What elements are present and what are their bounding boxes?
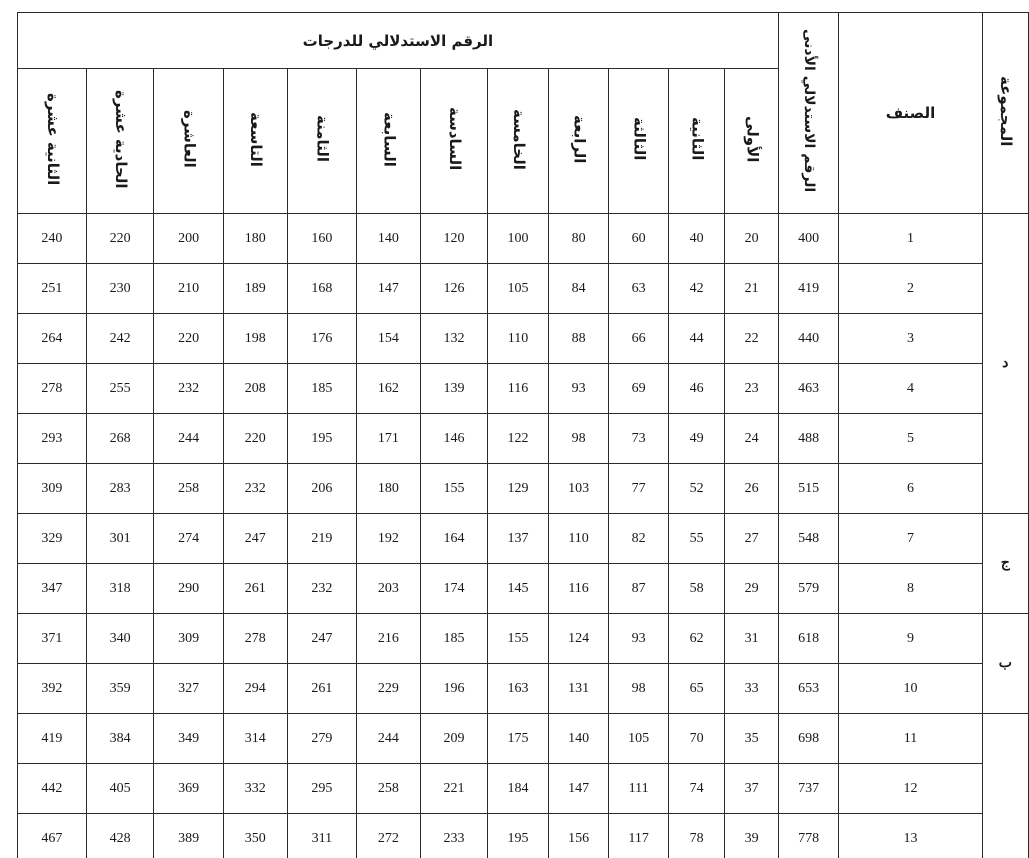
grade-header-6: السادسة [420, 69, 488, 214]
grade-cell: 168 [287, 264, 357, 314]
grade-cell: 52 [668, 464, 724, 514]
grade-cell: 44 [668, 314, 724, 364]
grade-cell: 392 [18, 664, 87, 714]
class-cell: 13 [839, 814, 982, 858]
grade-cell: 220 [86, 214, 154, 264]
grade-cell: 88 [548, 314, 609, 364]
grade-cell: 314 [223, 714, 287, 764]
group-cell: ج [982, 514, 1028, 614]
grade-cell: 105 [488, 264, 549, 314]
grade-cell: 23 [725, 364, 778, 414]
grade-cell: 147 [548, 764, 609, 814]
table-row [18, 264, 1029, 314]
grade-cell: 467 [18, 814, 87, 858]
group-cell [982, 714, 1028, 858]
grade-cell: 221 [420, 764, 488, 814]
grade-cell: 111 [609, 764, 669, 814]
grade-cell: 209 [420, 714, 488, 764]
grade-cell: 318 [86, 564, 154, 614]
grade-cell: 26 [725, 464, 778, 514]
grade-cell: 329 [18, 514, 87, 564]
grade-cell: 198 [223, 314, 287, 364]
grade-cell: 66 [609, 314, 669, 364]
grade-cell: 184 [488, 764, 549, 814]
class-cell: 2 [839, 264, 982, 314]
grade-cell: 139 [420, 364, 488, 414]
grade-cell: 261 [223, 564, 287, 614]
class-cell: 8 [839, 564, 982, 614]
grade-cell: 278 [18, 364, 87, 414]
grade-header-11: الحادية عشرة [86, 69, 154, 214]
grades-index-header: الرقم الاستدلالي للدرجات [18, 13, 779, 69]
class-cell: 10 [839, 664, 982, 714]
grade-cell: 140 [357, 214, 421, 264]
grade-cell: 189 [223, 264, 287, 314]
grade-cell: 232 [223, 464, 287, 514]
grade-cell: 74 [668, 764, 724, 814]
min-index-cell: 440 [778, 314, 839, 364]
grade-cell: 80 [548, 214, 609, 264]
salary-index-table-container [17, 12, 1029, 858]
grade-cell: 58 [668, 564, 724, 614]
grade-cell: 293 [18, 414, 87, 464]
grade-cell: 62 [668, 614, 724, 664]
grade-cell: 37 [725, 764, 778, 814]
grade-cell: 309 [18, 464, 87, 514]
salary-index-table [17, 12, 1029, 858]
min-index-cell: 778 [778, 814, 839, 858]
grade-cell: 196 [420, 664, 488, 714]
min-index-cell: 579 [778, 564, 839, 614]
grade-cell: 105 [609, 714, 669, 764]
grade-cell: 63 [609, 264, 669, 314]
group-cell: ب [982, 614, 1028, 714]
grade-cell: 369 [154, 764, 224, 814]
grade-cell: 295 [287, 764, 357, 814]
grade-cell: 20 [725, 214, 778, 264]
min-index-cell: 515 [778, 464, 839, 514]
grade-cell: 442 [18, 764, 87, 814]
grade-cell: 171 [357, 414, 421, 464]
min-index-cell: 463 [778, 364, 839, 414]
grade-cell: 244 [154, 414, 224, 464]
grade-cell: 129 [488, 464, 549, 514]
grade-cell: 274 [154, 514, 224, 564]
grade-cell: 160 [287, 214, 357, 264]
grade-cell: 55 [668, 514, 724, 564]
class-cell: 12 [839, 764, 982, 814]
grade-cell: 229 [357, 664, 421, 714]
min-index-cell: 488 [778, 414, 839, 464]
grade-cell: 278 [223, 614, 287, 664]
grade-cell: 146 [420, 414, 488, 464]
min-index-cell: 737 [778, 764, 839, 814]
grade-cell: 384 [86, 714, 154, 764]
grade-cell: 185 [420, 614, 488, 664]
grade-cell: 93 [548, 364, 609, 414]
grade-cell: 40 [668, 214, 724, 264]
grade-cell: 389 [154, 814, 224, 858]
grade-cell: 120 [420, 214, 488, 264]
table-row [18, 214, 1029, 264]
grade-cell: 70 [668, 714, 724, 764]
grade-cell: 180 [357, 464, 421, 514]
grade-cell: 347 [18, 564, 87, 614]
grade-cell: 126 [420, 264, 488, 314]
grade-cell: 195 [488, 814, 549, 858]
grade-cell: 24 [725, 414, 778, 464]
grade-cell: 340 [86, 614, 154, 664]
grade-cell: 359 [86, 664, 154, 714]
grade-cell: 233 [420, 814, 488, 858]
grade-cell: 175 [488, 714, 549, 764]
grade-cell: 155 [420, 464, 488, 514]
grade-cell: 93 [609, 614, 669, 664]
grade-header-9: التاسعة [223, 69, 287, 214]
grade-cell: 164 [420, 514, 488, 564]
grade-cell: 98 [609, 664, 669, 714]
grade-cell: 242 [86, 314, 154, 364]
grade-header-10: العاشرة [154, 69, 224, 214]
grade-cell: 174 [420, 564, 488, 614]
grade-header-1: الأولى [725, 69, 778, 214]
grade-cell: 216 [357, 614, 421, 664]
grade-cell: 208 [223, 364, 287, 414]
grade-cell: 124 [548, 614, 609, 664]
table-row [18, 664, 1029, 714]
grade-cell: 290 [154, 564, 224, 614]
class-cell: 5 [839, 414, 982, 464]
grade-cell: 46 [668, 364, 724, 414]
grade-cell: 31 [725, 614, 778, 664]
min-index-cell: 698 [778, 714, 839, 764]
table-row [18, 814, 1029, 858]
grade-cell: 405 [86, 764, 154, 814]
grade-cell: 258 [154, 464, 224, 514]
grade-cell: 258 [357, 764, 421, 814]
grade-cell: 100 [488, 214, 549, 264]
min-index-cell: 618 [778, 614, 839, 664]
grade-cell: 98 [548, 414, 609, 464]
grade-cell: 210 [154, 264, 224, 314]
min-index-cell: 400 [778, 214, 839, 264]
grade-cell: 60 [609, 214, 669, 264]
grade-cell: 272 [357, 814, 421, 858]
grade-cell: 155 [488, 614, 549, 664]
grade-cell: 180 [223, 214, 287, 264]
grade-cell: 268 [86, 414, 154, 464]
grade-header-5: الخامسة [488, 69, 549, 214]
grade-cell: 77 [609, 464, 669, 514]
grade-cell: 255 [86, 364, 154, 414]
grade-cell: 110 [488, 314, 549, 364]
table-row [18, 364, 1029, 414]
grade-cell: 251 [18, 264, 87, 314]
grade-cell: 247 [223, 514, 287, 564]
grade-cell: 103 [548, 464, 609, 514]
grade-cell: 78 [668, 814, 724, 858]
grade-cell: 132 [420, 314, 488, 364]
grade-cell: 116 [548, 564, 609, 614]
grade-cell: 156 [548, 814, 609, 858]
grade-cell: 162 [357, 364, 421, 414]
table-row [18, 714, 1029, 764]
grade-cell: 332 [223, 764, 287, 814]
grade-cell: 371 [18, 614, 87, 664]
grade-cell: 350 [223, 814, 287, 858]
min-index-cell: 653 [778, 664, 839, 714]
grade-cell: 49 [668, 414, 724, 464]
grade-cell: 219 [287, 514, 357, 564]
grade-cell: 349 [154, 714, 224, 764]
class-header: الصنف [839, 13, 982, 214]
grade-header-7: السابعة [357, 69, 421, 214]
grade-cell: 154 [357, 314, 421, 364]
grade-cell: 261 [287, 664, 357, 714]
grade-cell: 244 [357, 714, 421, 764]
grade-header-4: الرابعة [548, 69, 609, 214]
grade-cell: 200 [154, 214, 224, 264]
min-index-header: الرقم الاستدلالي الأدنى [778, 13, 839, 214]
table-row [18, 314, 1029, 364]
grade-cell: 294 [223, 664, 287, 714]
grade-cell: 327 [154, 664, 224, 714]
grade-cell: 122 [488, 414, 549, 464]
grade-cell: 220 [154, 314, 224, 364]
grade-cell: 39 [725, 814, 778, 858]
grade-cell: 232 [287, 564, 357, 614]
grade-cell: 192 [357, 514, 421, 564]
class-cell: 9 [839, 614, 982, 664]
grade-cell: 42 [668, 264, 724, 314]
grade-cell: 69 [609, 364, 669, 414]
grade-cell: 232 [154, 364, 224, 414]
grade-cell: 87 [609, 564, 669, 614]
table-row [18, 414, 1029, 464]
grade-cell: 33 [725, 664, 778, 714]
grade-cell: 176 [287, 314, 357, 364]
grade-cell: 145 [488, 564, 549, 614]
min-index-cell: 548 [778, 514, 839, 564]
grade-cell: 116 [488, 364, 549, 414]
class-cell: 1 [839, 214, 982, 264]
grade-header-3: الثالثة [609, 69, 669, 214]
grade-cell: 309 [154, 614, 224, 664]
group-header: المجموعة [982, 13, 1028, 214]
class-cell: 3 [839, 314, 982, 364]
grade-cell: 283 [86, 464, 154, 514]
grade-cell: 65 [668, 664, 724, 714]
table-row [18, 764, 1029, 814]
group-cell: د [982, 214, 1028, 514]
grade-cell: 195 [287, 414, 357, 464]
grade-cell: 84 [548, 264, 609, 314]
grade-cell: 419 [18, 714, 87, 764]
grade-header-8: الثامنة [287, 69, 357, 214]
grade-cell: 428 [86, 814, 154, 858]
table-row [18, 564, 1029, 614]
grade-cell: 247 [287, 614, 357, 664]
grade-cell: 240 [18, 214, 87, 264]
grade-cell: 73 [609, 414, 669, 464]
grade-cell: 163 [488, 664, 549, 714]
grade-cell: 117 [609, 814, 669, 858]
class-cell: 6 [839, 464, 982, 514]
grade-cell: 301 [86, 514, 154, 564]
grade-cell: 147 [357, 264, 421, 314]
grade-cell: 203 [357, 564, 421, 614]
grade-cell: 131 [548, 664, 609, 714]
class-cell: 11 [839, 714, 982, 764]
grade-cell: 140 [548, 714, 609, 764]
table-row [18, 514, 1029, 564]
grade-cell: 206 [287, 464, 357, 514]
grade-header-12: الثانية عشرة [18, 69, 87, 214]
grade-cell: 27 [725, 514, 778, 564]
class-cell: 7 [839, 514, 982, 564]
grade-cell: 29 [725, 564, 778, 614]
grade-cell: 220 [223, 414, 287, 464]
grade-cell: 230 [86, 264, 154, 314]
min-index-cell: 419 [778, 264, 839, 314]
grade-cell: 264 [18, 314, 87, 364]
grade-cell: 311 [287, 814, 357, 858]
grade-cell: 185 [287, 364, 357, 414]
grade-cell: 279 [287, 714, 357, 764]
grade-cell: 22 [725, 314, 778, 364]
table-row [18, 614, 1029, 664]
grade-cell: 21 [725, 264, 778, 314]
grade-header-2: الثانية [668, 69, 724, 214]
class-cell: 4 [839, 364, 982, 414]
grade-cell: 110 [548, 514, 609, 564]
grade-cell: 35 [725, 714, 778, 764]
table-row [18, 464, 1029, 514]
grade-cell: 137 [488, 514, 549, 564]
grade-cell: 82 [609, 514, 669, 564]
